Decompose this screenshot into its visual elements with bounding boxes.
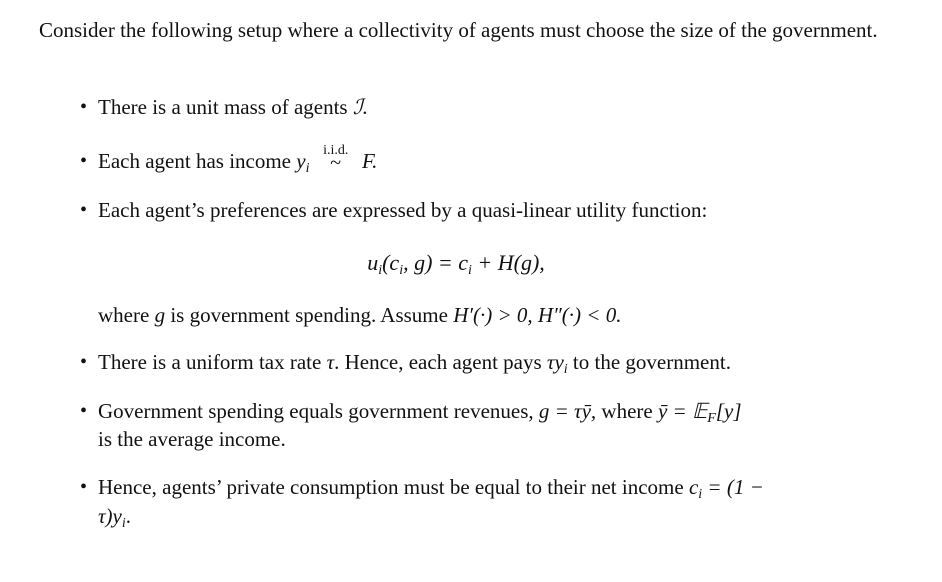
math-variable: y — [296, 149, 306, 173]
math-subscript: i — [378, 263, 383, 278]
text: is government spending. Assume — [170, 303, 448, 327]
math-subscript: i — [399, 263, 404, 278]
bullet-icon: • — [80, 150, 88, 172]
math-subscript: i — [305, 161, 310, 176]
bullet-icon: • — [80, 351, 88, 373]
math-expression: ȳ = 𝔼 — [657, 399, 708, 423]
math-variable: g — [154, 303, 166, 327]
iid-symbol — [315, 143, 357, 175]
intro-paragraph: Consider the following setup where a collectivity of agents must choose the size of the government. — [39, 18, 878, 42]
math-variable: τ — [326, 350, 335, 374]
math-variable: c — [688, 475, 699, 499]
bullet-text: is the average income. — [98, 427, 286, 451]
bullet-text: There is a uniform tax rate — [98, 350, 322, 374]
math-expression: τy — [546, 350, 564, 374]
bullet-icon: • — [80, 400, 88, 422]
bullet-text: Government spending equals government revenues, — [98, 399, 534, 423]
bullet-text: to the government. — [572, 350, 731, 374]
math-subscript: i — [563, 362, 568, 377]
math-expression: , g) = c — [403, 250, 469, 275]
math-expression: ℐ. — [352, 95, 368, 119]
math-expression: (c — [382, 250, 400, 275]
iid-label: i.i.d. — [323, 143, 349, 158]
math-variable: u — [367, 250, 379, 275]
math-subscript: i — [121, 516, 126, 531]
math-expression: [y] — [715, 399, 742, 423]
text: where — [98, 303, 150, 327]
bullet-icon: • — [80, 199, 88, 221]
math-subscript: i — [468, 263, 472, 278]
bullet-text: Hence, agents’ private consumption must be equal to their net income — [98, 475, 684, 499]
display-equation — [0, 248, 942, 286]
bullet-icon: • — [80, 476, 88, 498]
bullet-icon: • — [80, 96, 88, 118]
bullet-text: Each agent has income — [98, 149, 291, 173]
math-subscript: F — [707, 411, 716, 426]
bullet-text: There is a unit mass of agents — [98, 95, 348, 119]
bullet-text: where — [601, 399, 653, 423]
math-expression: F. — [361, 149, 378, 173]
math-expression: τ)y — [98, 504, 122, 528]
bullet-text: Each agent’s preferences are expressed by a quasi-linear utility function: — [98, 198, 708, 222]
tilde-symbol: ~ — [330, 152, 342, 174]
math-expression: g = τȳ, — [538, 399, 597, 423]
math-expression: = (1 − — [707, 475, 764, 499]
math-expression: . — [125, 504, 131, 528]
math-subscript: i — [698, 487, 703, 502]
bullet-text: . Hence, each agent pays — [334, 350, 542, 374]
math-expression: H′(·) > 0, H″(·) < 0. — [453, 303, 622, 327]
math-expression: + H(g), — [471, 250, 545, 275]
